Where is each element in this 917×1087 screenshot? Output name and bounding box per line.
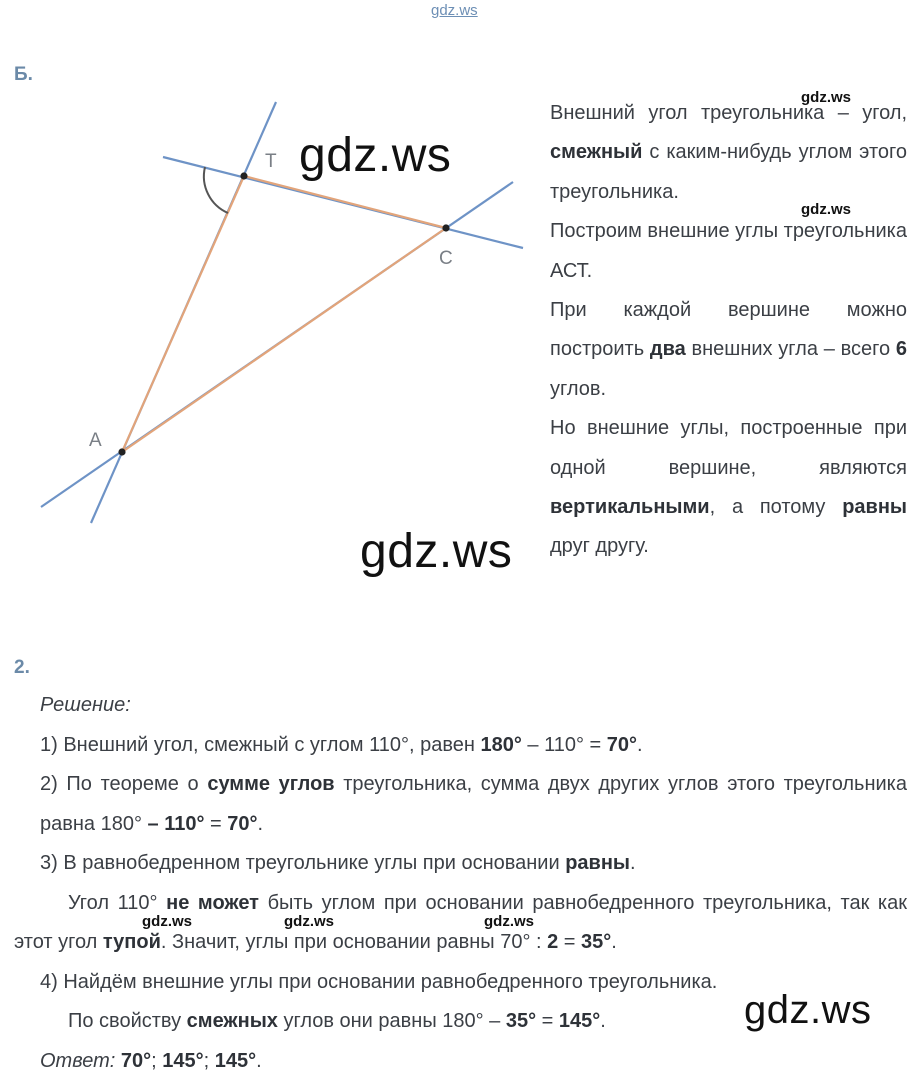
text-part: По свойству: [68, 1010, 187, 1032]
paragraph-vertical: [550, 409, 907, 567]
vertex-label-a: A: [89, 430, 102, 451]
text-part: друг другу.: [550, 535, 649, 558]
text-part: .: [611, 931, 617, 953]
bold-value: 70°: [227, 812, 258, 835]
definition-text: [550, 94, 907, 567]
bold-value: 35°: [581, 931, 612, 953]
paragraph-count: [550, 291, 907, 409]
text-part: 1) Внешний угол, смежный с углом 110°, равен: [40, 733, 481, 756]
bold-value: 110°: [164, 812, 205, 835]
text-part: =: [536, 1010, 559, 1032]
bold-term: тупой: [102, 931, 161, 953]
vertex-point-t: [240, 172, 247, 179]
text-part: треугольника, сумма двух других углов этого треугольника равна 180°: [40, 773, 907, 835]
text-part: ;: [203, 1049, 215, 1072]
watermark-small: gdz.ws: [801, 89, 852, 106]
bold-term: вертикальными: [550, 496, 710, 519]
text-part: 3) В равнобедренном треугольнике углы при основании: [40, 852, 566, 874]
bold-term: 6: [895, 338, 907, 361]
bold-term: смежных: [186, 1010, 278, 1032]
bold-value: 145°: [162, 1049, 204, 1072]
bold-value: 180°: [480, 733, 522, 756]
bold-term: смежный: [550, 141, 643, 164]
text-part: =: [558, 931, 582, 953]
bold-value: 2: [547, 931, 559, 953]
bold-term: равны: [842, 496, 907, 519]
step-3: [14, 844, 907, 884]
answer: [14, 1042, 907, 1082]
text-part: Внешний угол треугольника – угол,: [550, 102, 907, 124]
text-part: =: [204, 812, 228, 835]
solution-title-text: Решение:: [40, 694, 131, 716]
watermark-small: gdz.ws: [484, 913, 535, 930]
watermark-large: gdz.ws: [299, 129, 452, 182]
watermark-small: gdz.ws: [801, 201, 852, 218]
bold-term: равны: [565, 852, 631, 874]
vertex-label-c: C: [439, 248, 453, 269]
watermark-top[interactable]: gdz.ws: [431, 2, 478, 19]
triangle-diagram: [0, 90, 540, 540]
text-part: быть углом при основании равнобедренного треугольника, так как этот угол: [14, 891, 907, 953]
text-part: . Значит, углы при основании равны 70° :: [160, 931, 548, 953]
bold-value: 70°: [606, 733, 637, 756]
paragraph-definition: [550, 94, 907, 212]
bold-dash: –: [147, 812, 159, 835]
text-part: , а потому: [709, 496, 843, 519]
angle-arc-t: [204, 167, 228, 213]
text-part: Угол 110°: [68, 891, 167, 914]
text-part: .: [630, 852, 636, 874]
step-2: [14, 765, 907, 844]
vertex-point-c: [442, 224, 449, 231]
paragraph-construct: [550, 212, 907, 291]
bold-value: 145°: [558, 1010, 601, 1032]
text-part: .: [600, 1010, 606, 1032]
text-part: 4) Найдём внешние углы при основании равнобедренного треугольника.: [40, 970, 718, 993]
bold-term: сумме углов: [207, 773, 335, 795]
watermark-large: gdz.ws: [360, 525, 513, 578]
text-part: Но внешние углы, построенные при одной вершине, являются: [550, 417, 907, 479]
watermark-small: gdz.ws: [142, 913, 193, 930]
text-part: ;: [151, 1049, 163, 1072]
vertex-point-a: [118, 448, 125, 455]
vertex-label-t: T: [265, 151, 277, 172]
text-part: внешних угла – всего: [685, 338, 896, 361]
text-part: При каждой вершине можно построить: [550, 299, 907, 361]
text-part: 2) По теореме о: [40, 773, 208, 795]
watermark-small: gdz.ws: [284, 913, 335, 930]
text-part: .: [256, 1049, 262, 1072]
section-label-b: Б.: [14, 64, 33, 85]
text-part: с каким-нибудь углом этого треугольника.: [550, 141, 907, 203]
bold-term: не может: [166, 891, 259, 914]
text-part: .: [257, 812, 264, 835]
bold-value: 70°: [120, 1049, 152, 1072]
bold-value: 35°: [505, 1010, 537, 1032]
watermark-large: gdz.ws: [744, 988, 872, 1032]
text-part: – 110° =: [521, 733, 607, 756]
text-part: углов они равны 180° –: [277, 1010, 506, 1032]
text-part: углов.: [550, 377, 607, 400]
side-tc: [244, 176, 446, 228]
solution-title: [14, 686, 907, 726]
text-part: .: [637, 733, 643, 756]
answer-label: Ответ:: [40, 1049, 116, 1072]
text-part: Построим внешние углы треугольника АСТ.: [550, 220, 907, 282]
bold-term: два: [649, 338, 686, 361]
bold-value: 145°: [214, 1049, 257, 1072]
step-1: [14, 726, 907, 766]
section-label-2: 2.: [14, 657, 30, 678]
